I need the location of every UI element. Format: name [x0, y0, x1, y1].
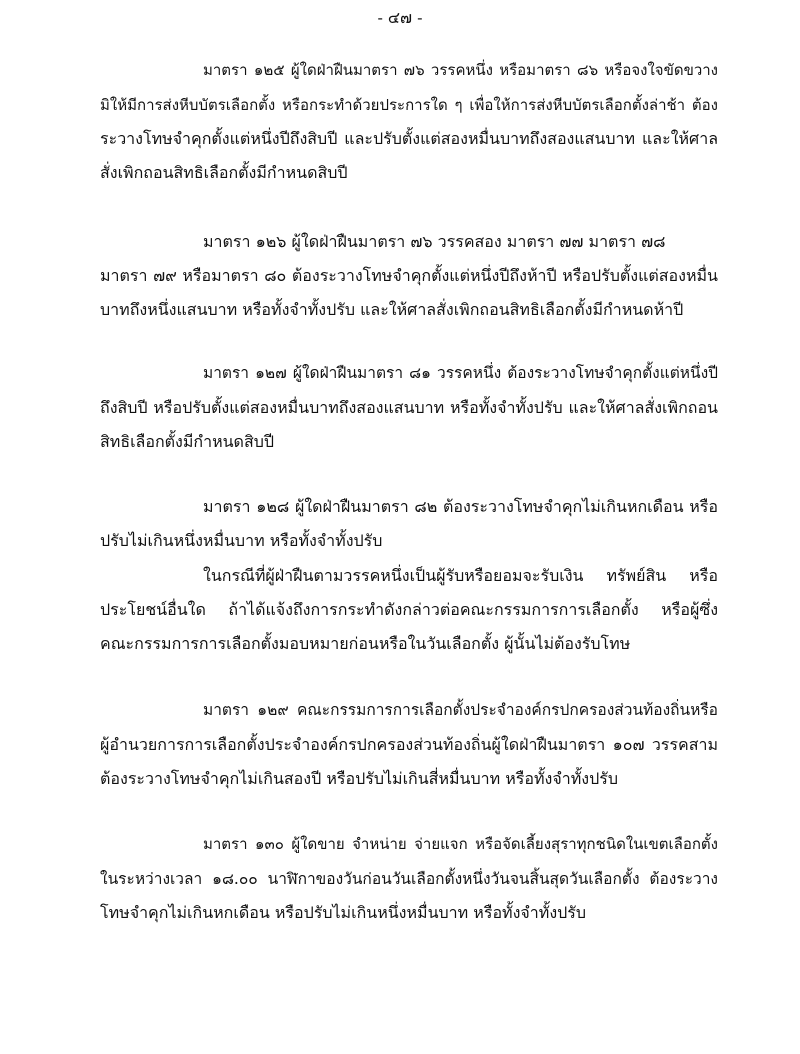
paragraph-line: โทษจำคุกไม่เกินหกเดือน หรือปรับไม่เกินหนึ่งหมื่นบาท หรือทั้งจำทั้งปรับ	[100, 903, 587, 922]
paragraph-line: มาตรา ๑๒๘ ผู้ใดฝ่าฝืนมาตรา ๘๒ ต้องระวางโทษจำคุกไม่เกินหกเดือน หรือ	[203, 497, 718, 516]
paragraph-line: ในระหว่างเวลา ๑๘.๐๐ นาฬิกาของวันก่อนวันเลือกตั้งหนึ่งวันจนสิ้นสุดวันเลือกตั้ง ต้องระวาง	[100, 870, 718, 888]
paragraph-line: ถึงสิบปี หรือปรับตั้งแต่สองหมื่นบาทถึงสองแสนบาท หรือทั้งจำทั้งปรับ และให้ศาลสั่งเพิกถอน	[100, 398, 718, 417]
paragraph-line: สิทธิเลือกตั้งมีกำหนดสิบปี	[100, 432, 275, 451]
paragraph-line: มาตรา ๑๒๙ คณะกรรมการการเลือกตั้งประจำองค์กรปกครองส่วนท้องถิ่นหรือ	[203, 701, 718, 719]
paragraph-line: ผู้อำนวยการการเลือกตั้งประจำองค์กรปกครองส่วนท้องถิ่นผู้ใดฝ่าฝืนมาตรา ๑๐๗ วรรคสาม	[100, 735, 718, 754]
paragraph-line: ต้องระวางโทษจำคุกไม่เกินสองปี หรือปรับไม่เกินสี่หมื่นบาท หรือทั้งจำทั้งปรับ	[100, 769, 618, 788]
paragraph-line: บาทถึงหนึ่งแสนบาท หรือทั้งจำทั้งปรับ และให้ศาลสั่งเพิกถอนสิทธิเลือกตั้งมีกำหนดห้าปี	[100, 300, 684, 319]
paragraph-line: คณะกรรมการการเลือกตั้งมอบหมายก่อนหรือในวันเลือกตั้ง ผู้นั้นไม่ต้องรับโทษ	[100, 634, 631, 653]
paragraph-line: มาตรา ๑๒๗ ผู้ใดฝ่าฝืนมาตรา ๘๑ วรรคหนึ่ง ต้องระวางโทษจำคุกตั้งแต่หนึ่งปี	[203, 364, 718, 382]
paragraph-line: ประโยชน์อื่นใด ถ้าได้แจ้งถึงการกระทำดังกล่าวต่อคณะกรรมการการเลือกตั้ง หรือผู้ซึ่ง	[100, 600, 718, 619]
paragraph-line: ปรับไม่เกินหนึ่งหมื่นบาท หรือทั้งจำทั้งปรับ	[100, 531, 383, 550]
paragraph-line: มิให้มีการส่งหีบบัตรเลือกตั้ง หรือกระทำด้วยประการใด ๆ เพื่อให้การส่งหีบบัตรเลือกตั้งล่าช้า ต้อง	[100, 96, 718, 114]
paragraph-line: ระวางโทษจำคุกตั้งแต่หนึ่งปีถึงสิบปี และปรับตั้งแต่สองหมื่นบาทถึงสองแสนบาท และให้ศาล	[100, 129, 718, 148]
paragraph-line: มาตรา ๑๒๖ ผู้ใดฝ่าฝืนมาตรา ๗๖ วรรคสอง มาตรา ๗๗ มาตรา ๗๘	[203, 232, 666, 251]
paragraph-line: ในกรณีที่ผู้ฝ่าฝืนตามวรรคหนึ่งเป็นผู้รับหรือยอมจะรับเงิน ทรัพย์สิน หรือ	[203, 566, 718, 585]
paragraph-line: มาตรา ๑๓๐ ผู้ใดขาย จำหน่าย จ่ายแจก หรือจัดเลี้ยงสุราทุกชนิดในเขตเลือกตั้ง	[203, 835, 718, 853]
page-number: - ๔๗ -	[377, 8, 423, 27]
paragraph-line: สั่งเพิกถอนสิทธิเลือกตั้งมีกำหนดสิบปี	[100, 163, 348, 182]
paragraph-line: มาตรา ๗๙ หรือมาตรา ๘๐ ต้องระวางโทษจำคุกตั้งแต่หนึ่งปีถึงห้าปี หรือปรับตั้งแต่สองหมื่น	[100, 266, 718, 285]
paragraph-line: มาตรา ๑๒๕ ผู้ใดฝ่าฝืนมาตรา ๗๖ วรรคหนึ่ง หรือมาตรา ๘๖ หรือจงใจขัดขวาง	[203, 61, 718, 79]
